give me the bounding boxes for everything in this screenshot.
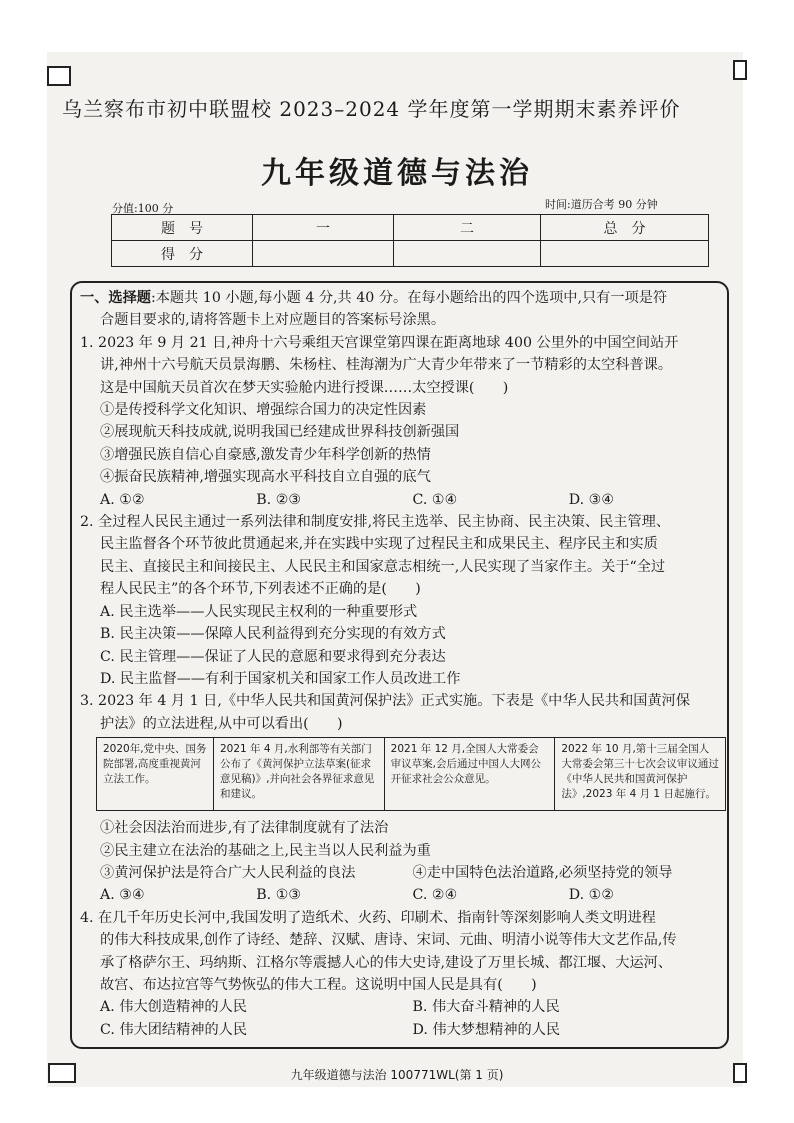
question-1-stem: 讲,神州十六号航天员景海鹏、朱杨柱、桂海潮为广大青少年带来了一节精彩的太空科普课。 — [100, 357, 673, 374]
score-table-cell: 总 分 — [541, 215, 709, 241]
question-3-statement: ①社会因法治而进步,有了法律制度就有了法治 — [100, 820, 389, 837]
question-3-options — [80, 884, 725, 906]
question-4-stem: 故宫、布达拉宫等气势恢弘的伟大工程。这说明中国人民是具有( ) — [100, 976, 537, 993]
question-3-stem: 3. 2023 年 4 月 1 日,《中华人民共和国黄河保护法》正式实施。下表是《中华人民共和国黄河保 — [80, 693, 691, 710]
question-2-stem: 民主、直接民主和间接民主、人民民主和国家意志相统一,人民实现了当家作主。关于“全过 — [100, 558, 666, 575]
question-1-statement: ②展现航天科技成就,说明我国已经建成世界科技创新强国 — [100, 424, 460, 441]
timeline-cell: 2020年,党中央、国务院部署,高度重视黄河立法工作。 — [97, 738, 214, 810]
option-a: A. 民主选举——人民实现民主权利的一种重要形式 — [100, 603, 418, 620]
option-c: C. 伟大团结精神的人民 — [100, 1021, 248, 1038]
school-title: 乌兰察布市初中联盟校 2023–2024 学年度第一学期期末素养评价 — [62, 97, 681, 121]
question-1-statement: ③增强民族自信心自豪感,激发青少年科学创新的热情 — [100, 446, 431, 463]
score-table — [111, 214, 709, 267]
score-table-cell: 题 号 — [112, 215, 253, 241]
timeline-cell: 2021 年 4 月,水利部等有关部门公布了《黄河保护立法草案(征求意见稿)》,并向社会各界征求意见和建议。 — [214, 738, 385, 810]
option-c: C. 民主管理——保证了人民的意愿和要求得到充分表达 — [100, 648, 446, 665]
question-1-statement: ④振奋民族精神,增强实现高水平科技自立自强的底气 — [100, 469, 431, 486]
score-table-cell: 一 — [253, 215, 394, 241]
option-c: C. ①④ — [412, 491, 458, 508]
option-d: D. 民主监督——有利于国家机关和国家工作人员改进工作 — [100, 670, 461, 687]
question-2-stem: 民主监督各个环节彼此贯通起来,并在实践中实现了过程民主和成果民主、程序民主和实质 — [100, 536, 658, 553]
question-3-statement: ③黄河保护法是符合广大人民利益的良法 — [100, 864, 356, 881]
section-intro-cont: 合题目要求的,请将答题卡上对应题目的答案标号涂黑。 — [100, 312, 446, 329]
score-table-score-row — [112, 241, 709, 267]
score-table-header-row — [112, 215, 709, 241]
score-cell-blank — [394, 241, 541, 267]
option-b: B. 伟大奋斗精神的人民 — [412, 999, 560, 1016]
question-2-stem: 2. 全过程人民民主通过一系列法律和制度安排,将民主选举、民主协商、民主决策、民主管理、 — [80, 514, 671, 531]
option-b: B. 民主决策——保障人民利益得到充分实现的有效方式 — [100, 626, 446, 643]
question-1-statement: ①是传授科学文化知识、增强综合国力的决定性因素 — [100, 402, 427, 419]
question-4-stem: 承了格萨尔王、玛纳斯、江格尔等震撼人心的伟大史诗,建设了万里长城、都江堰、大运河、 — [100, 954, 673, 971]
score-value-label: 分值:100 分 — [112, 202, 174, 215]
option-d: D. ①② — [568, 887, 615, 904]
question-3-statement: ④走中国特色法治道路,必须坚持党的领导 — [412, 864, 673, 881]
registration-mark-top-right — [733, 60, 747, 80]
question-3-stem: 护法》的立法进程,从中可以看出( ) — [100, 715, 343, 732]
question-1-options — [80, 489, 725, 511]
option-b: B. ①③ — [256, 887, 302, 904]
question-4-stem: 的伟大科技成果,创作了诗经、楚辞、汉赋、唐诗、宋词、元曲、明清小说等伟大文艺作品,传 — [100, 932, 677, 949]
section-heading: 一、选择题 — [80, 290, 151, 306]
registration-mark-top-left — [47, 66, 71, 86]
exam-title: 九年级道德与法治 — [261, 156, 533, 191]
question-4-stem: 4. 在几千年历史长河中,我国发明了造纸术、火药、印刷术、指南针等深刻影响人类文明进程 — [80, 909, 656, 926]
option-a: A. ③④ — [100, 887, 145, 904]
score-cell-blank — [541, 241, 709, 267]
option-b: B. ②③ — [256, 491, 302, 508]
question-1-stem: 这是中国航天员首次在梦天实验舱内进行授课……太空授课( ) — [100, 379, 509, 396]
question-1-stem: 1. 2023 年 9 月 21 日,神舟十六号乘组天宫课堂第四课在距离地球 400 公里外的中国空间站开 — [80, 334, 679, 351]
question-4-options-row — [80, 996, 725, 1018]
option-a: A. 伟大创造精神的人民 — [100, 999, 247, 1016]
time-note: 时间:道历合考 90 分钟 — [545, 198, 658, 211]
section-intro: 一、选择题:本题共 10 小题,每小题 4 分,共 40 分。在每小题给出的四个选项中,只有一项是符 — [80, 290, 668, 306]
question-2-stem: 程人民民主”的各个环节,下列表述不正确的是( ) — [100, 581, 421, 598]
page-footer: 九年级道德与法治 100771WL(第 1 页) — [290, 1068, 504, 1082]
option-c: C. ②④ — [412, 887, 458, 904]
question-3-statement-row — [80, 862, 725, 884]
option-d: D. 伟大梦想精神的人民 — [412, 1021, 561, 1038]
question-3-statement: ②民主建立在法治的基础之上,民主当以人民利益为重 — [100, 842, 431, 859]
option-a: A. ①② — [100, 491, 145, 508]
legislation-timeline-table — [96, 737, 726, 811]
score-table-cell: 得 分 — [112, 241, 253, 267]
option-d: D. ③④ — [568, 491, 615, 508]
timeline-cell: 2022 年 10 月,第十三届全国人大常委会第三十七次会议审议通过《中华人民共和国黄河保护法》,2023 年 4 月 1 日起施行。 — [561, 743, 719, 801]
score-table-cell: 二 — [394, 215, 541, 241]
score-cell-blank — [253, 241, 394, 267]
timeline-cell: 2021 年 12 月,全国人大常委会审议草案,会后通过中国人大网公开征求社会公众意见。 — [385, 738, 556, 810]
question-4-options-row — [80, 1019, 725, 1041]
questions-section — [80, 287, 725, 1041]
